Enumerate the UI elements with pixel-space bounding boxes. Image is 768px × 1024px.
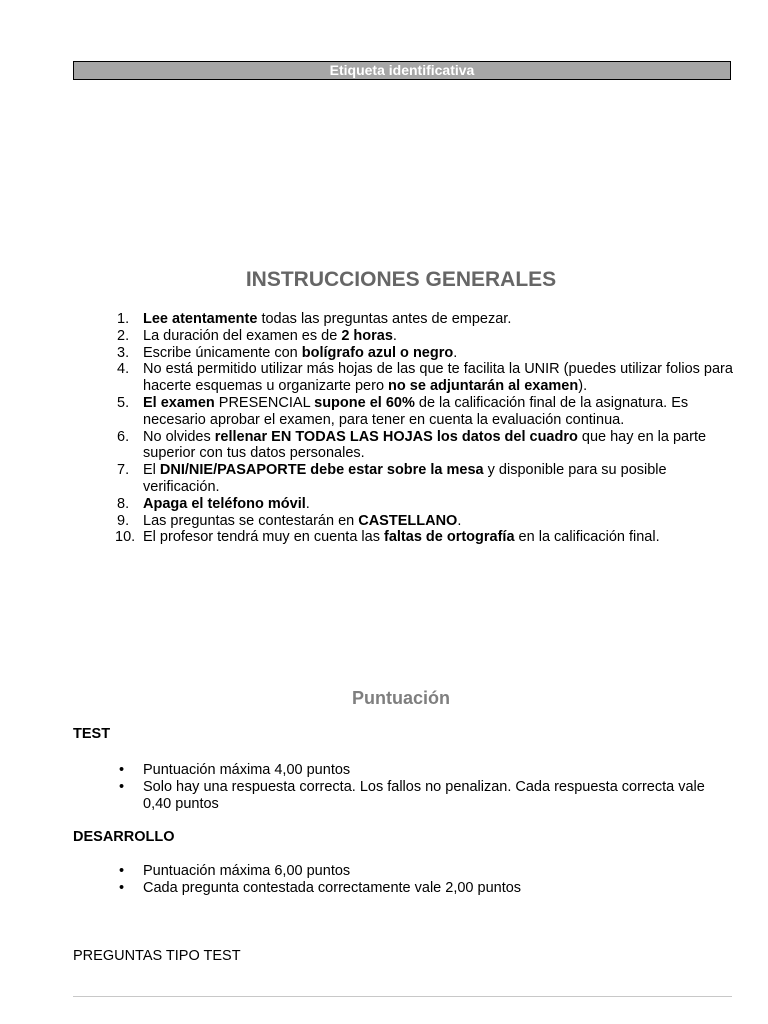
instruction-number: 9. bbox=[117, 512, 130, 529]
bullet-text: Puntuación máxima 6,00 puntos bbox=[143, 863, 351, 879]
instruction-number: 10. bbox=[115, 529, 136, 546]
instruction-text: . bbox=[457, 512, 462, 529]
instruction-item bbox=[117, 512, 733, 530]
desarrollo-heading: DESARROLLO bbox=[73, 829, 175, 845]
instruction-text: . bbox=[305, 495, 310, 512]
instruction-text: . bbox=[453, 344, 458, 361]
page-divider bbox=[73, 996, 732, 997]
instruction-item bbox=[117, 327, 733, 345]
instruction-item bbox=[117, 344, 733, 362]
bullet-text: Cada pregunta contestada correctamente vale 2,00 puntos bbox=[143, 879, 522, 896]
instruction-text: que hay en la parte superior con tus datos personales. bbox=[143, 428, 707, 462]
instruction-text: La duración del examen es de bbox=[143, 327, 342, 344]
instruction-text: . bbox=[392, 327, 397, 344]
bullet-item bbox=[119, 778, 733, 813]
bullet-dot-icon: • bbox=[119, 762, 125, 778]
instruction-text: todas las preguntas antes de empezar. bbox=[257, 311, 512, 327]
page-title: INSTRUCCIONES GENERALES bbox=[245, 268, 557, 291]
instruction-item bbox=[115, 529, 733, 546]
instruction-emphasis: rellenar EN TODAS LAS HOJAS los datos del cuadro bbox=[214, 428, 578, 445]
desarrollo-bullets-list bbox=[119, 863, 733, 897]
test-heading: TEST bbox=[73, 726, 111, 742]
instruction-number: 8. bbox=[117, 495, 130, 512]
instruction-number: 2. bbox=[117, 327, 130, 344]
instruction-emphasis: no se adjuntarán al examen bbox=[388, 378, 579, 395]
instruction-emphasis: 2 horas bbox=[341, 327, 393, 344]
bullet-item bbox=[119, 863, 733, 880]
instruction-text: El profesor tendrá muy en cuenta las bbox=[143, 529, 384, 546]
instruction-number: 4. bbox=[117, 361, 130, 378]
instruction-item bbox=[117, 495, 733, 513]
instruction-item bbox=[117, 394, 733, 429]
instruction-text: PRESENCIAL bbox=[214, 394, 315, 411]
bullet-item bbox=[119, 762, 733, 779]
instruction-emphasis: bolígrafo azul o negro bbox=[301, 344, 454, 361]
instruction-text: en la calificación final. bbox=[514, 529, 660, 546]
instruction-number: 1. bbox=[117, 311, 130, 327]
bullet-text: Solo hay una respuesta correcta. Los fallos no penalizan. Cada respuesta correcta vale 0,40 puntos bbox=[143, 778, 705, 812]
instruction-item bbox=[117, 311, 733, 328]
bullet-item bbox=[119, 879, 733, 897]
instruction-number: 3. bbox=[117, 344, 130, 361]
instruction-text: No está permitido utilizar más hojas de las que te facilita la UNIR (puedes utilizar folios para hacerte esquemas u organizarte pero bbox=[143, 361, 733, 395]
instruction-emphasis: Apaga el teléfono móvil bbox=[143, 495, 306, 512]
bullet-dot-icon: • bbox=[119, 778, 125, 795]
identification-label-text: Etiqueta identificativa bbox=[329, 62, 475, 78]
scoring-title: Puntuación bbox=[352, 688, 450, 708]
instruction-emphasis: CASTELLANO bbox=[358, 512, 458, 529]
instructions-list bbox=[115, 311, 733, 546]
instruction-text: No olvides bbox=[143, 428, 215, 445]
instruction-emphasis: DNI/NIE/PASAPORTE debe estar sobre la mesa bbox=[159, 462, 484, 479]
section-footer-text: PREGUNTAS TIPO TEST bbox=[73, 948, 241, 964]
bullet-text: Puntuación máxima 4,00 puntos bbox=[143, 762, 351, 778]
test-bullets-list bbox=[119, 762, 733, 812]
instruction-text: Escribe únicamente con bbox=[143, 344, 302, 361]
instruction-emphasis: faltas de ortografía bbox=[384, 529, 515, 546]
bullet-dot-icon: • bbox=[119, 879, 125, 896]
instruction-number: 6. bbox=[117, 428, 130, 445]
instruction-text: ). bbox=[578, 378, 588, 395]
instruction-emphasis: El examen bbox=[143, 394, 215, 411]
instruction-emphasis: Lee atentamente bbox=[143, 311, 258, 327]
instruction-item bbox=[117, 361, 733, 395]
identification-label-box bbox=[73, 61, 731, 80]
instruction-text: Las preguntas se contestarán en bbox=[143, 512, 359, 529]
instruction-text: El bbox=[143, 462, 160, 479]
instruction-item bbox=[117, 428, 733, 463]
instruction-number: 5. bbox=[117, 394, 130, 411]
instruction-item bbox=[117, 462, 733, 496]
instruction-emphasis: supone el 60% bbox=[314, 394, 415, 411]
instruction-text: y disponible para su posible verificación. bbox=[143, 462, 667, 495]
bullet-dot-icon: • bbox=[119, 863, 125, 879]
instruction-number: 7. bbox=[117, 462, 130, 479]
instruction-text: de la calificación final de la asignatura. Es necesario aprobar el examen, para tener en cuenta la evaluación continua. bbox=[143, 394, 689, 428]
